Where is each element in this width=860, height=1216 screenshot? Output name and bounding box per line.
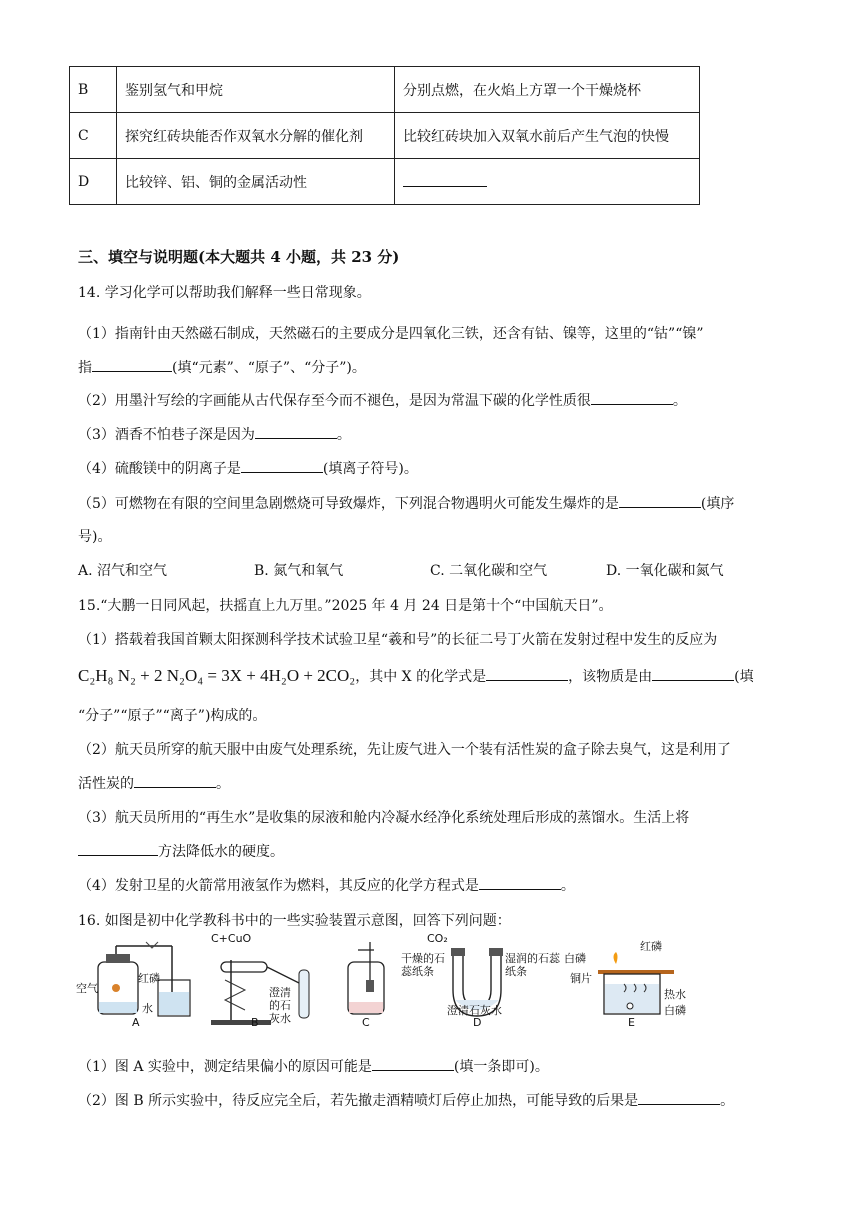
text: （2）用墨汁写绘的字画能从古代保存至今而不褪色，是因为常温下碳的化学性质很 bbox=[78, 393, 591, 409]
table-cell-id: B bbox=[70, 67, 117, 113]
q14-part1-line1: （1）指南针由天然磁石制成，天然磁石的主要成分是四氧化三铁，还含有钴、镍等，这里的“钴”“镍” bbox=[78, 326, 704, 342]
figure-d bbox=[401, 932, 561, 1030]
text: （4）发射卫星的火箭常用液氢作为燃料，其反应的化学方程式是 bbox=[78, 878, 479, 894]
q15-stem: 15.“大鹏一日同风起，扶摇直上九万里。”2025 年 4 月 24 日是第十个“中国航天日”。 bbox=[78, 598, 613, 614]
text: (填离子符号)。 bbox=[322, 461, 418, 477]
text: (填一条即可)。 bbox=[453, 1059, 549, 1075]
table-cell-method: 比较红砖块加入双氧水前后产生气泡的快慢 bbox=[395, 113, 700, 159]
table-cell-id: D bbox=[70, 159, 117, 205]
figure-e bbox=[564, 940, 704, 1030]
q14-part1-line2 bbox=[78, 358, 366, 378]
answer-blank[interactable] bbox=[255, 425, 337, 439]
label-copper-sheet: 铜片 bbox=[570, 972, 592, 985]
label-air: 空气 bbox=[76, 982, 98, 995]
q15-part3-line2 bbox=[78, 842, 284, 862]
text: 方法降低水的硬度。 bbox=[158, 844, 284, 860]
label-c-cuo: C+CuO bbox=[211, 932, 252, 945]
figure-letter-e: E bbox=[628, 1016, 635, 1029]
answer-blank[interactable] bbox=[92, 358, 172, 372]
label-wet-litmus: 湿润的石蕊纸条 bbox=[505, 952, 560, 978]
q15-part2-line1: （2）航天员所穿的航天服中由废气处理系统，先让废气进入一个装有活性炭的盒子除去臭气，这是利用了 bbox=[78, 742, 731, 758]
q15-part1-line1: （1）搭载着我国首颗太阳探测科学技术试验卫星“羲和号”的长征二号丁火箭在发射过程中发生的反应为 bbox=[78, 632, 718, 648]
text: （5）可燃物在有限的空间里急剧燃烧可导致爆炸，下列混合物遇明火可能发生爆炸的是 bbox=[78, 496, 619, 512]
q14-part5-line1 bbox=[78, 494, 734, 514]
figure-a bbox=[76, 940, 206, 1030]
figure-letter-a: A bbox=[132, 1016, 140, 1029]
q16-stem: 16. 如图是初中化学教科书中的一些实验装置示意图，回答下列问题： bbox=[78, 913, 511, 929]
option-d[interactable]: D. 一氧化碳和氮气 bbox=[606, 563, 724, 579]
text: 。 bbox=[672, 393, 687, 409]
answer-blank[interactable] bbox=[638, 1091, 720, 1105]
text: (填“元素”、“原子”、“分子”)。 bbox=[172, 360, 366, 376]
q16-part2 bbox=[78, 1091, 734, 1111]
text: 指 bbox=[78, 360, 92, 376]
q15-part1-line2 bbox=[78, 666, 754, 687]
text: (填 bbox=[734, 669, 754, 685]
table-cell-aim: 鉴别氢气和甲烷 bbox=[117, 67, 395, 113]
apparatus-figures bbox=[76, 932, 776, 1030]
table-cell-aim: 比较锌、铝、铜的金属活动性 bbox=[117, 159, 395, 205]
text: ，其中 X 的化学式是 bbox=[355, 669, 487, 685]
experiment-table bbox=[69, 66, 700, 205]
label-water: 水 bbox=[142, 1002, 153, 1015]
text: 。 bbox=[216, 776, 230, 792]
label-white-phosphorus: 白磷 bbox=[564, 952, 586, 965]
option-a[interactable]: A. 沼气和空气 bbox=[78, 563, 168, 579]
text: (填序 bbox=[700, 496, 735, 512]
label-dry-litmus: 干燥的石蕊纸条 bbox=[401, 952, 445, 978]
q14-options bbox=[78, 561, 724, 581]
text: 。 bbox=[560, 878, 575, 894]
q15-part3-line1: （3）航天员所用的“再生水”是收集的尿液和舱内冷凝水经净化系统处理后形成的蒸馏水。生活上将 bbox=[78, 810, 690, 826]
table-row bbox=[70, 113, 700, 159]
text: （3）酒香不怕巷子深是因为 bbox=[78, 427, 255, 443]
figure-c bbox=[338, 940, 398, 1030]
table-row bbox=[70, 67, 700, 113]
figure-letter-d: D bbox=[473, 1016, 482, 1029]
q15-part4 bbox=[78, 876, 575, 896]
label-red-phosphorus: 红磷 bbox=[138, 972, 160, 985]
table-cell-aim: 探究红砖块能否作双氧水分解的催化剂 bbox=[117, 113, 395, 159]
answer-blank[interactable] bbox=[403, 173, 487, 187]
q14-part5-line2: 号)。 bbox=[78, 529, 112, 545]
option-b[interactable]: B. 氮气和氧气 bbox=[254, 563, 344, 579]
answer-blank[interactable] bbox=[591, 391, 673, 405]
text: （4）硫酸镁中的阴离子是 bbox=[78, 461, 241, 477]
q14-part3 bbox=[78, 425, 351, 445]
answer-blank[interactable] bbox=[486, 667, 568, 681]
answer-blank[interactable] bbox=[372, 1057, 454, 1071]
answer-blank[interactable] bbox=[652, 667, 734, 681]
answer-blank[interactable] bbox=[241, 459, 323, 473]
q15-part2-line2 bbox=[78, 774, 230, 794]
figure-letter-c: C bbox=[362, 1016, 370, 1029]
table-cell-id: C bbox=[70, 113, 117, 159]
label-limewater-d: 澄清石灰水 bbox=[447, 1004, 502, 1017]
text: 。 bbox=[720, 1093, 735, 1109]
figure-letter-b: B bbox=[251, 1016, 259, 1029]
q14-part2 bbox=[78, 391, 687, 411]
q14-stem: 14. 学习化学可以帮助我们解释一些日常现象。 bbox=[78, 285, 371, 301]
reaction-formula: C₂H₈ N₂ + 2 N₂O₄ = 3X + 4H₂O + 2CO₂ bbox=[78, 666, 356, 685]
label-hot-water: 热水 bbox=[664, 988, 686, 1001]
option-c[interactable]: C. 二氧化碳和空气 bbox=[430, 563, 548, 579]
table-row bbox=[70, 159, 700, 205]
q15-part1-line3: “分子”“原子”“离子”)构成的。 bbox=[78, 708, 267, 724]
table-cell-method bbox=[395, 159, 700, 205]
answer-blank[interactable] bbox=[479, 876, 561, 890]
answer-blank[interactable] bbox=[134, 774, 216, 788]
figure-b bbox=[211, 932, 331, 1030]
text: （2）图 B 所示实验中，待反应完全后，若先撤走酒精喷灯后停止加热，可能导致的后果是 bbox=[78, 1093, 639, 1109]
section-title: 三、填空与说明题(本大题共 4 小题，共 23 分) bbox=[78, 248, 400, 266]
label-limewater: 澄清的石灰水 bbox=[269, 986, 291, 1025]
text: ，该物质是由 bbox=[568, 669, 653, 685]
answer-blank[interactable] bbox=[619, 494, 701, 508]
text: （1）图 A 实验中，测定结果偏小的原因可能是 bbox=[78, 1059, 372, 1075]
q14-part4 bbox=[78, 459, 418, 479]
label-red-phosphorus-e: 红磷 bbox=[640, 940, 662, 953]
table-cell-method: 分别点燃，在火焰上方罩一个干燥烧杯 bbox=[395, 67, 700, 113]
label-co2: CO₂ bbox=[427, 932, 448, 945]
answer-blank[interactable] bbox=[78, 842, 158, 856]
label-white-phosphorus-2: 白磷 bbox=[664, 1004, 686, 1017]
text: 活性炭的 bbox=[78, 776, 134, 792]
q16-part1 bbox=[78, 1057, 549, 1077]
text: 。 bbox=[336, 427, 351, 443]
